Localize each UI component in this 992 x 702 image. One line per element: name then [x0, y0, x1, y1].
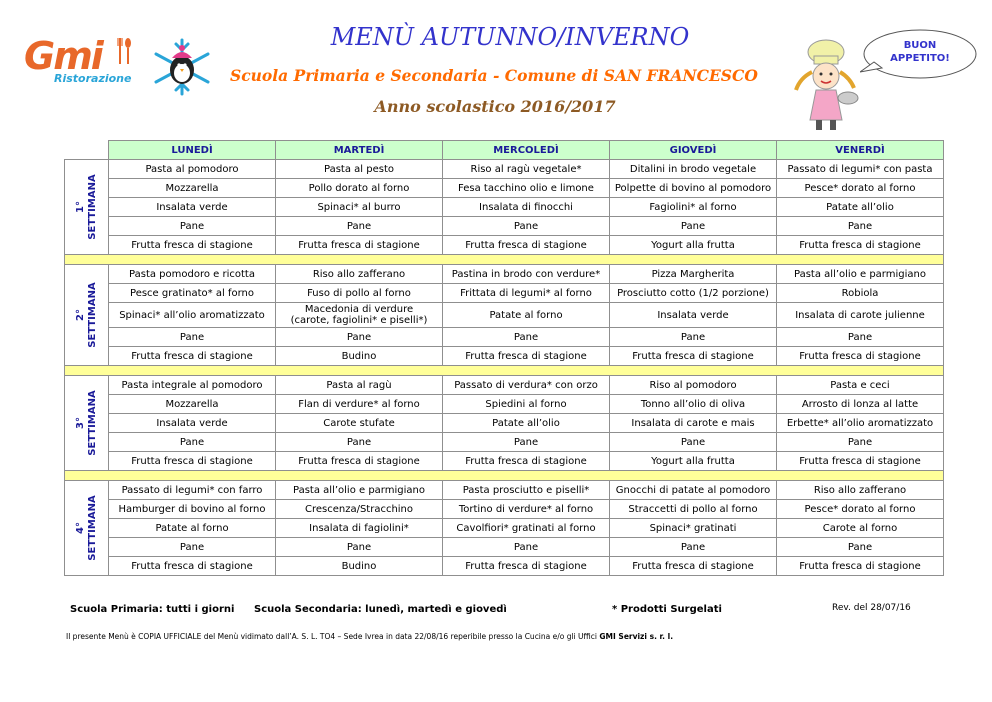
week-number: 1°: [74, 201, 86, 213]
week-label-cell: [65, 160, 109, 255]
menu-row: [65, 179, 944, 198]
header-corner: [65, 141, 109, 160]
dish-cell: Insalata di carote e mais: [610, 414, 777, 433]
footer-primaria: Scuola Primaria: tutti i giorni: [70, 604, 235, 615]
dish-cell: Frutta fresca di stagione: [109, 452, 276, 471]
logo-subtext: Ristorazione: [54, 72, 132, 85]
dish-cell: Pasta e ceci: [777, 376, 944, 395]
footer-note: [66, 632, 673, 641]
dish-cell: Pane: [276, 433, 443, 452]
dish-cell: Frutta fresca di stagione: [443, 452, 610, 471]
week-label-cell: [65, 481, 109, 576]
dish-cell: Frutta fresca di stagione: [443, 236, 610, 255]
dish-cell: Frutta fresca di stagione: [443, 557, 610, 576]
dish-cell: Yogurt alla frutta: [610, 452, 777, 471]
menu-row: [65, 557, 944, 576]
menu-row: [65, 217, 944, 236]
dish-cell: Frutta fresca di stagione: [777, 347, 944, 366]
bubble-line-2: APPETITO!: [890, 53, 950, 64]
day-header: MERCOLEDÌ: [443, 141, 610, 160]
dish-cell: Frutta fresca di stagione: [109, 347, 276, 366]
dish-cell: Pastina in brodo con verdure*: [443, 265, 610, 284]
week-number: 2°: [74, 309, 86, 321]
dish-cell: Pane: [109, 538, 276, 557]
dish-cell: Crescenza/Stracchino: [276, 500, 443, 519]
footer-surgelati: * Prodotti Surgelati: [612, 604, 722, 615]
dish-cell: Passato di legumi* con farro: [109, 481, 276, 500]
dish-cell: Pasta integrale al pomodoro: [109, 376, 276, 395]
dish-cell: Frutta fresca di stagione: [777, 236, 944, 255]
dish-cell: Yogurt alla frutta: [610, 236, 777, 255]
dish-cell: Frutta fresca di stagione: [777, 452, 944, 471]
menu-row: [65, 236, 944, 255]
day-header-row: [65, 141, 944, 160]
dish-cell: Pasta al ragù: [276, 376, 443, 395]
dish-cell: Carote stufate: [276, 414, 443, 433]
menu-row: [65, 160, 944, 179]
dish-cell: Insalata di finocchi: [443, 198, 610, 217]
dish-cell: Pane: [443, 433, 610, 452]
dish-cell: Riso allo zafferano: [777, 481, 944, 500]
day-header: GIOVEDÌ: [610, 141, 777, 160]
dish-cell: Pane: [610, 328, 777, 347]
menu-row: [65, 481, 944, 500]
dish-cell: Pane: [276, 538, 443, 557]
dish-cell: Macedonia di verdure (carote, fagiolini* e piselli*): [276, 303, 443, 328]
week-label: [75, 390, 99, 455]
footer-note-text: Il presente Menù è COPIA UFFICIALE del Menù vidimato dall’A. S. L. TO4 – Sede Ivrea in data 22/08/16 reperibile presso la Cucina e/o gli Uffici: [66, 632, 600, 641]
week-label: [75, 174, 99, 239]
dish-cell: Pane: [777, 433, 944, 452]
dish-cell: Patate all’olio: [777, 198, 944, 217]
dish-cell: Insalata verde: [610, 303, 777, 328]
dish-cell: Gnocchi di patate al pomodoro: [610, 481, 777, 500]
dish-cell: Tortino di verdure* al forno: [443, 500, 610, 519]
menu-row: [65, 414, 944, 433]
page-header: [0, 0, 992, 135]
dish-cell: Patate all’olio: [443, 414, 610, 433]
dish-cell: Pesce* dorato al forno: [777, 500, 944, 519]
menu-row: [65, 198, 944, 217]
week-label-cell: [65, 376, 109, 471]
dish-cell: Spinaci* al burro: [276, 198, 443, 217]
menu-row: [65, 347, 944, 366]
dish-cell: Polpette di bovino al pomodoro: [610, 179, 777, 198]
week-separator: [65, 255, 944, 265]
dish-cell: Pane: [610, 217, 777, 236]
week-separator: [65, 366, 944, 376]
dish-cell: Hamburger di bovino al forno: [109, 500, 276, 519]
dish-cell: Riso al pomodoro: [610, 376, 777, 395]
dish-cell: Pasta prosciutto e piselli*: [443, 481, 610, 500]
dish-cell: Mozzarella: [109, 395, 276, 414]
menu-row: [65, 265, 944, 284]
dish-cell: Pane: [109, 433, 276, 452]
dish-cell: Riso al ragù vegetale*: [443, 160, 610, 179]
penguin-snowflake-icon: [150, 38, 214, 96]
dish-cell: Pasta al pesto: [276, 160, 443, 179]
dish-cell: Pane: [276, 328, 443, 347]
dish-cell: Insalata verde: [109, 414, 276, 433]
dish-cell: Frutta fresca di stagione: [276, 452, 443, 471]
dish-cell: Patate al forno: [109, 519, 276, 538]
dish-cell: Frutta fresca di stagione: [777, 557, 944, 576]
menu-row: [65, 376, 944, 395]
dish-cell: Frutta fresca di stagione: [109, 236, 276, 255]
dish-cell: Riso allo zafferano: [276, 265, 443, 284]
dish-cell: Pasta all’olio e parmigiano: [276, 481, 443, 500]
dish-cell: Ditalini in brodo vegetale: [610, 160, 777, 179]
week-separator: [65, 471, 944, 481]
dish-cell: Pane: [443, 538, 610, 557]
dish-cell: Pane: [276, 217, 443, 236]
chef-girl-icon: [786, 38, 860, 134]
week-word: SETTIMANA: [86, 495, 98, 561]
dish-cell: Budino: [276, 557, 443, 576]
week-number: 4°: [74, 522, 86, 534]
dish-cell: Frutta fresca di stagione: [443, 347, 610, 366]
fork-spoon-icon: [116, 36, 132, 66]
separator-cell: [65, 366, 944, 376]
menu-row: [65, 284, 944, 303]
dish-cell: Budino: [276, 347, 443, 366]
dish-cell: Pane: [443, 328, 610, 347]
footer-note-company: GMI Servizi s. r. l.: [599, 632, 674, 641]
dish-cell: Cavolfiori* gratinati al forno: [443, 519, 610, 538]
dish-cell: Frittata di legumi* al forno: [443, 284, 610, 303]
dish-cell: Robiola: [777, 284, 944, 303]
bubble-line-1: BUON: [903, 40, 937, 51]
menu-row: [65, 538, 944, 557]
school-year: Anno scolastico 2016/2017: [374, 97, 616, 116]
dish-cell: Insalata verde: [109, 198, 276, 217]
menu-row: [65, 328, 944, 347]
dish-cell: Spiedini al forno: [443, 395, 610, 414]
menu-row: [65, 433, 944, 452]
dish-cell: Fuso di pollo al forno: [276, 284, 443, 303]
dish-cell: Pane: [610, 433, 777, 452]
separator-cell: [65, 471, 944, 481]
dish-cell: Insalata di carote julienne: [777, 303, 944, 328]
week-word: SETTIMANA: [86, 174, 98, 240]
day-header: MARTEDÌ: [276, 141, 443, 160]
page-title: MENÙ AUTUNNO/INVERNO: [330, 23, 690, 51]
dish-cell: Passato di verdura* con orzo: [443, 376, 610, 395]
dish-cell: Insalata di fagiolini*: [276, 519, 443, 538]
dish-cell: Pane: [109, 217, 276, 236]
dish-cell: Erbette* all’olio aromatizzato: [777, 414, 944, 433]
dish-cell: Mozzarella: [109, 179, 276, 198]
menu-table: [64, 140, 944, 576]
dish-cell: Straccetti di pollo al forno: [610, 500, 777, 519]
footer-secondaria: Scuola Secondaria: lunedì, martedì e giovedì: [254, 604, 507, 615]
menu-body: [65, 160, 944, 576]
dish-cell: Carote al forno: [777, 519, 944, 538]
week-word: SETTIMANA: [86, 282, 98, 348]
week-word: SETTIMANA: [86, 390, 98, 456]
dish-cell: Pasta pomodoro e ricotta: [109, 265, 276, 284]
logo-text: Gmi: [24, 34, 102, 78]
dish-cell: Spinaci* gratinati: [610, 519, 777, 538]
dish-cell: Pasta all’olio e parmigiano: [777, 265, 944, 284]
dish-cell: Pane: [777, 538, 944, 557]
separator-cell: [65, 255, 944, 265]
gmi-logo: [22, 34, 134, 86]
menu-row: [65, 452, 944, 471]
menu-row: [65, 395, 944, 414]
dish-cell: Pizza Margherita: [610, 265, 777, 284]
dish-cell: Fesa tacchino olio e limone: [443, 179, 610, 198]
dish-cell: Patate al forno: [443, 303, 610, 328]
dish-cell: Frutta fresca di stagione: [109, 557, 276, 576]
dish-cell: Pane: [610, 538, 777, 557]
dish-cell: Fagiolini* al forno: [610, 198, 777, 217]
page-subtitle: Scuola Primaria e Secondaria - Comune di SAN FRANCESCO: [230, 66, 758, 85]
dish-cell: Arrosto di lonza al latte: [777, 395, 944, 414]
dish-cell: Tonno all’olio di oliva: [610, 395, 777, 414]
day-header: LUNEDÌ: [109, 141, 276, 160]
dish-cell: Pesce gratinato* al forno: [109, 284, 276, 303]
dish-cell: Pasta al pomodoro: [109, 160, 276, 179]
menu-row: [65, 303, 944, 328]
dish-cell: Prosciutto cotto (1/2 porzione): [610, 284, 777, 303]
week-label-cell: [65, 265, 109, 366]
dish-cell: Spinaci* all’olio aromatizzato: [109, 303, 276, 328]
dish-cell: Flan di verdure* al forno: [276, 395, 443, 414]
speech-bubble-text: [880, 39, 960, 65]
dish-cell: Pesce* dorato al forno: [777, 179, 944, 198]
dish-cell: Frutta fresca di stagione: [610, 557, 777, 576]
dish-cell: Frutta fresca di stagione: [276, 236, 443, 255]
week-label: [75, 495, 99, 560]
dish-cell: Pane: [443, 217, 610, 236]
dish-cell: Pane: [777, 217, 944, 236]
dish-cell: Pollo dorato al forno: [276, 179, 443, 198]
dish-cell: Frutta fresca di stagione: [610, 347, 777, 366]
day-header: VENERDÌ: [777, 141, 944, 160]
menu-row: [65, 500, 944, 519]
footer-revision: Rev. del 28/07/16: [832, 603, 911, 613]
dish-cell: Pane: [109, 328, 276, 347]
menu-row: [65, 519, 944, 538]
week-label: [75, 282, 99, 347]
dish-cell: Pane: [777, 328, 944, 347]
week-number: 3°: [74, 417, 86, 429]
dish-cell: Passato di legumi* con pasta: [777, 160, 944, 179]
